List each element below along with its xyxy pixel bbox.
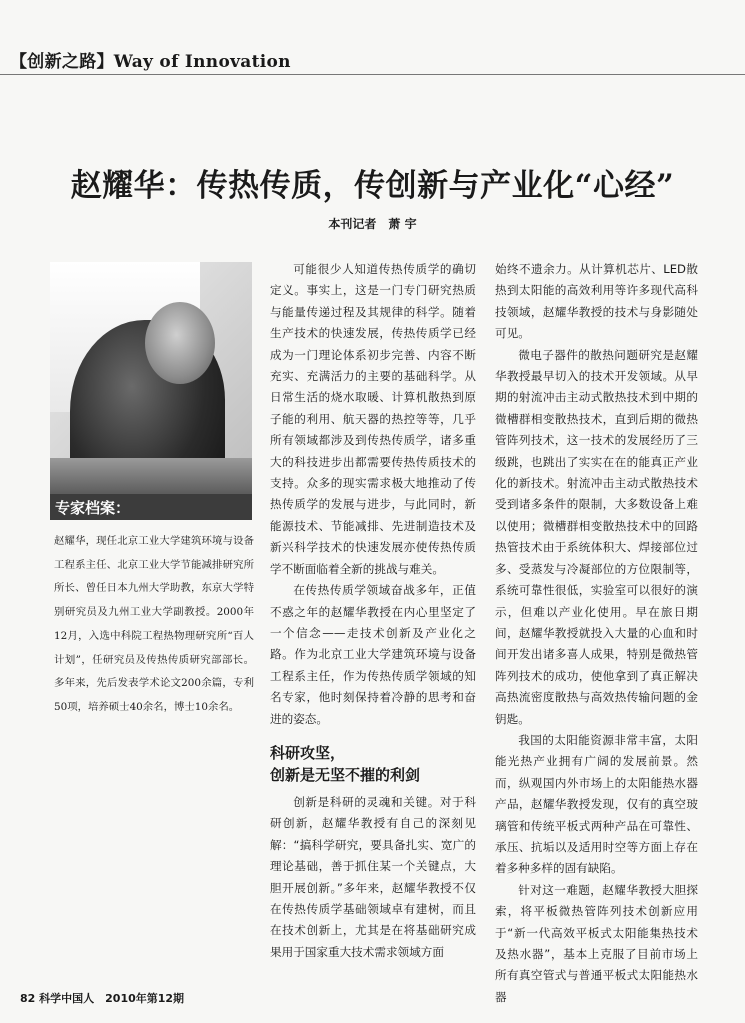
paragraph: 微电子器件的散热问题研究是赵耀华教授最早切入的技术开发领域。从早期的射流冲击主动式散热技术到中期的微槽群相变散热技术，直到后期的微热管阵列技术，这一技术的发展经历了三级跳，也跳出了实实在在的能真正产业化的新技术。射流冲击主动式散热技术受到诸多条件的限制，大多数设备上难以使用；微槽群相变散热技术中的回路热管技术由于系统体积大、焊接部位过多、受蒸发与冷凝部位的方位限制等，系统可靠性很低，实验室可以很好的演示，但难以产业化使用。早在旅日期间，赵耀华教授就投入大量的心血和时间开发出诸多喜人成果，特别是微热管阵列技术的成功，使他拿到了真正解决高热流密度散热与高效热传输问题的金钥匙。 [495,347,698,726]
photo-desk [50,458,252,494]
paragraph: 可能很少人知道传热传质学的确切定义。事实上，这是一门专门研究热质与能量传递过程及其规律的科学。随着生产技术的快速发展，传热传质学已经成为一门理论体系初步完善、内容不断充实、充满活力的主要的基础科学。从日常生活的烧水取暖、计算机散热到原子能的利用、航天器的热控等等，几乎所有领域都涉及到传热传质学，诸多重大的科技进步出都需要传热传质技术的支持。众多的现实需求极大地推动了传热传质学的发展与进步，与此同时，新能源技术、节能减排、先进制造技术及新兴科学技术的快速发展亦使传热传质学不断面临着全新的挑战与难关。 [270,262,476,576]
article-byline: 本刊记者 萧 宇 [328,217,417,231]
photo-head [145,302,215,384]
paragraph: 我国的太阳能资源非常丰富，太阳能光热产业拥有广阔的发展前景。然而，纵观国内外市场上的太阳能热水器产品，赵耀华教授发现，仅有的真空玻璃管和传统平板式两种产品在可靠性、承压、抗垢以及适用时空等方面上存在着多种多样的固有缺陷。 [495,732,698,876]
body-column-3 [495,259,698,1008]
paragraph: 在传热传质学领域奋战多年，正值不惑之年的赵耀华教授在内心里坚定了一个信念——走技术创新及产业化之路。作为北京工业大学建筑环境与设备工程系主任，作为传热传质学领域的知名专家，他时刻保持着冷静的思考和奋进的姿态。 [270,583,476,726]
subheading-line-2: 创新是无坚不摧的利剑 [270,765,421,784]
page-folio: 82 科学中国人 2010年第12期 [20,992,185,1005]
header-divider [0,74,745,75]
section-header: 【创新之路】Way of Innovation [10,52,291,72]
paragraph: 始终不遗余力。从计算机芯片、LED散热到太阳能的高效利用等许多现代高科技领域，赵耀华教授的技术与身影随处可见。 [495,262,698,341]
section-subheading [270,742,476,786]
subheading-line-1: 科研攻坚， [270,743,346,762]
expert-bio: 赵耀华，现任北京工业大学建筑环境与设备工程系主任、北京工业大学节能减排研究所所长、曾任日本九州大学助教，东京大学特别研究员及九州工业大学副教授。2000年12月，入选中科院工程热物理研究所“百人计划”，任研究员及传热传质研究部部长。多年来，先后发表学术论文200余篇，专利50项，培养硕士40余名，博士10余名。 [54,535,254,713]
paragraph: 创新是科研的灵魂和关键。对于科研创新，赵耀华教授有自己的深刻见解：“搞科学研究，要具备扎实、宽广的理论基础，善于抓住某一个关键点，大胆开展创新。”多年来，赵耀华教授不仅在传热传质学基础领域卓有建树，而且在技术创新上，尤其是在将基础研究成果用于国家重大技术需求领域方面 [270,794,476,959]
article-title: 赵耀华：传热传质，传创新与产业化“心经” [70,168,675,204]
body-column-2 [270,259,476,963]
expert-label: 专家档案： [55,499,131,517]
paragraph: 针对这一难题，赵耀华教授大胆探索，将平板微热管阵列技术创新应用于“新一代高效平板式太阳能集热技术及热水器”，基本上克服了目前市场上所有真空管式与普通平板式太阳能热水器 [495,882,698,1004]
portrait-photo [50,262,252,494]
